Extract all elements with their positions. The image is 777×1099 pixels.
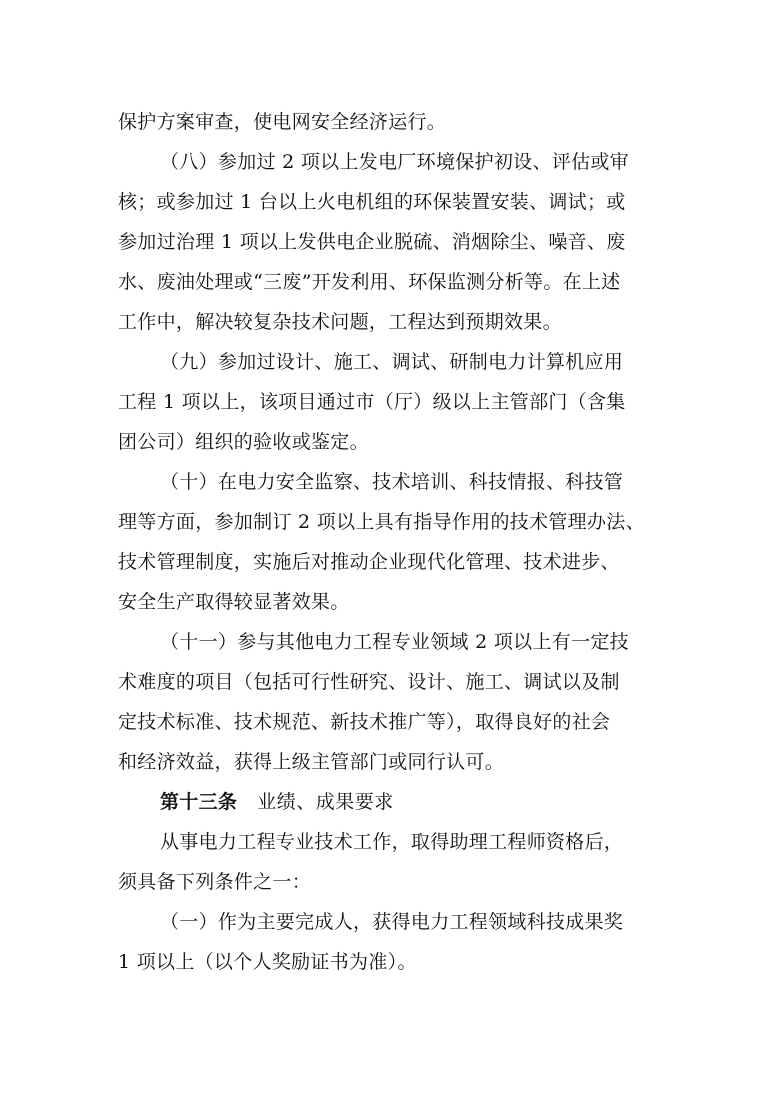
paragraph-start-line: （十）在电力安全监察、技术培训、科技情报、科技管 [160,471,624,493]
paragraph-start-line: （一）作为主要完成人，获得电力工程领域科技成果奖 [160,911,624,933]
text-line: 和经济效益，获得上级主管部门或同行认可。 [118,751,505,773]
text-line: 工程 1 项以上，该项目通过市（厅）级以上主管部门（含集 [118,391,626,413]
text-line: 1 项以上（以个人奖励证书为准）。 [118,951,417,973]
text-line: 团公司）组织的验收或鉴定。 [118,431,369,453]
text-line: 水、废油处理或“三废”开发利用、环保监测分析等。在上述 [118,271,621,293]
paragraph-start-line: （十一）参与其他电力工程专业领域 2 项以上有一定技 [160,631,629,653]
paragraph-start-line: （九）参加过设计、施工、调试、研制电力计算机应用 [160,351,624,373]
paragraph-start-line: （八）参加过 2 项以上发电厂环境保护初设、评估或审 [160,151,629,173]
text-line: 安全生产取得较显著效果。 [118,591,350,613]
document-body [118,102,663,982]
text-line: 理等方面，参加制订 2 项以上具有指导作用的技术管理办法、 [118,511,645,533]
text-line: 须具备下列条件之一： [118,871,312,893]
text-line: 定技术标准、技术规范、新技术推广等），取得良好的社会 [118,711,611,733]
text-line: 参加过治理 1 项以上发供电企业脱硫、消烟除尘、噪音、废 [118,231,626,253]
paragraph-start-line: 从事电力工程专业技术工作，取得助理工程师资格后， [160,831,624,853]
article-title: 业绩、成果要求 [257,791,394,813]
article-heading [118,782,663,822]
text-line: 术难度的项目（包括可行性研究、设计、施工、调试以及制 [118,671,620,693]
text-line: 核；或参加过 1 台以上火电机组的环保装置安装、调试；或 [118,191,626,213]
text-line: 技术管理制度，实施后对推动企业现代化管理、技术进步、 [118,551,620,573]
text-line: 保护方案审查，使电网安全经济运行。 [118,111,447,133]
article-number: 第十三条 [160,791,238,813]
text-line: 工作中，解决较复杂技术问题，工程达到预期效果。 [118,311,562,333]
